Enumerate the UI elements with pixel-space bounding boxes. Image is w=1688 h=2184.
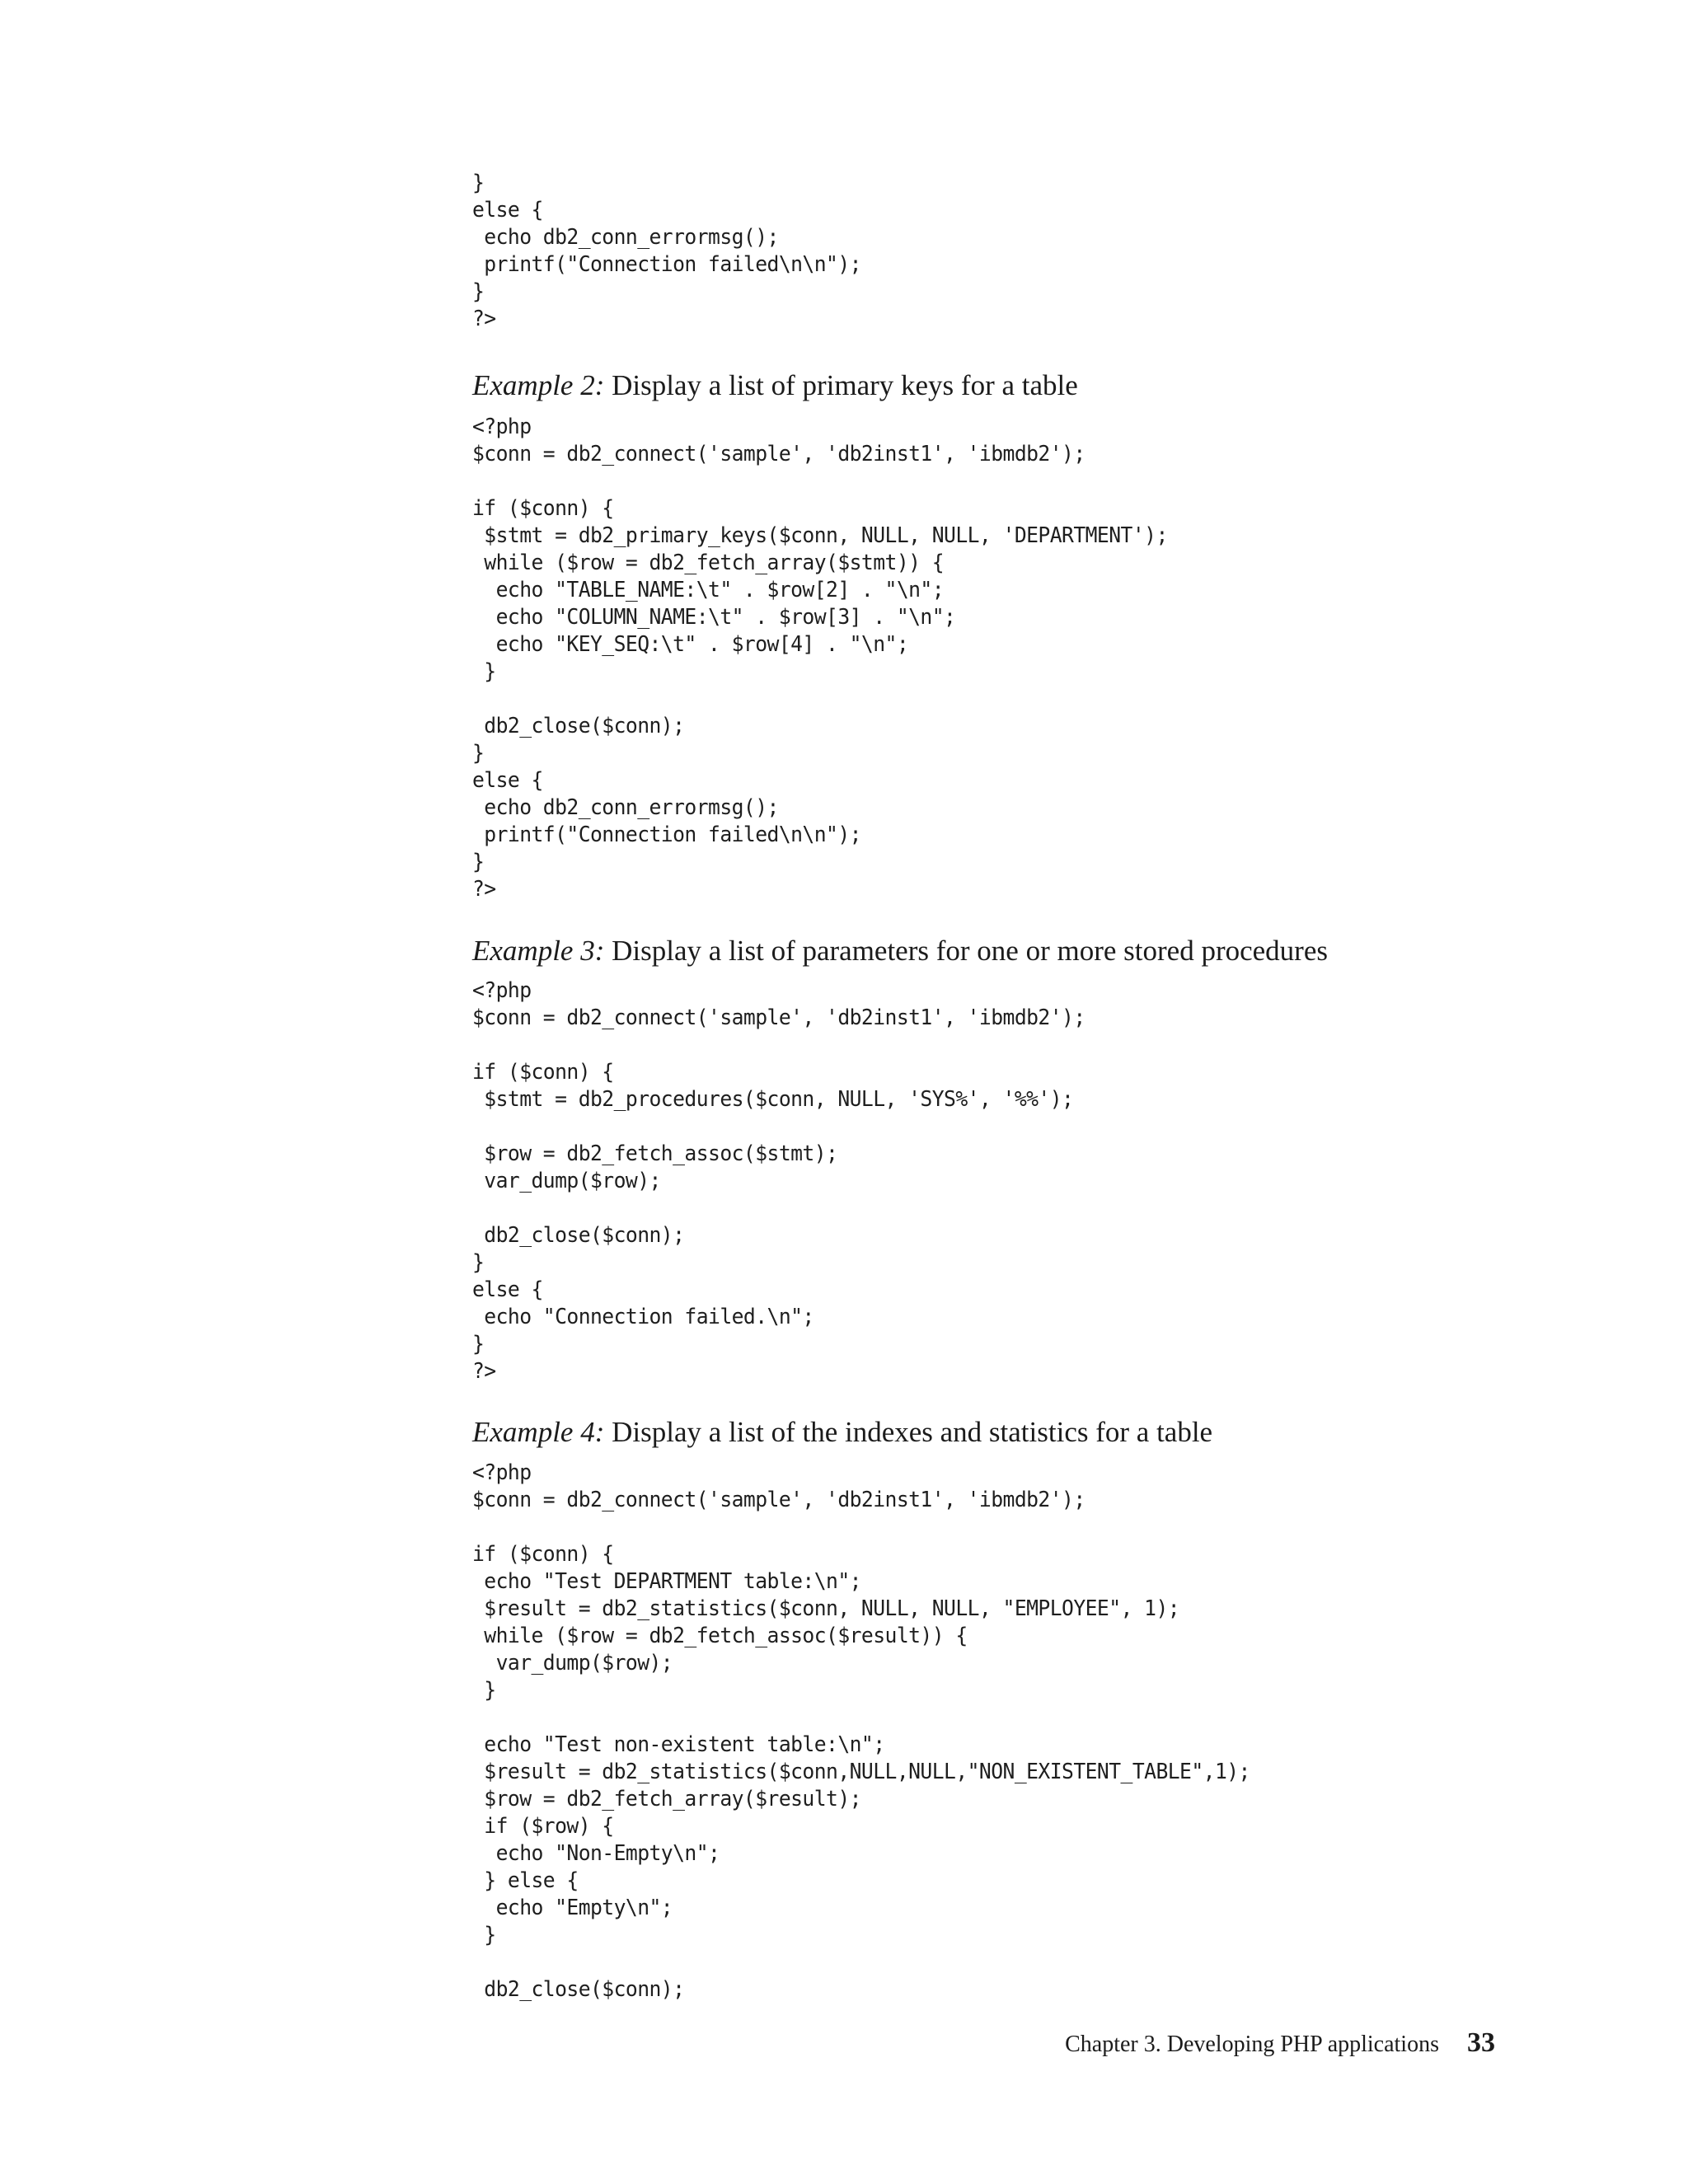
example-3-heading [472,935,1328,968]
example-4-title: Display a list of the indexes and statistics for a table [604,1416,1213,1448]
code-block-example-2: <?php $conn = db2_connect('sample', 'db2inst1', 'ibmdb2'); if ($conn) { $stmt = db2_primary_keys($conn, NULL, NULL, 'DEPARTMENT'); while ($row = db2_fetch_array($stmt)) { echo "TABLE_NAME:\t" . $row[2] . "\n"; echo "COLUMN_NAME:\t" . $row[3] . "\n"; echo "KEY_SEQ:\t" . $row[4] . "\n"; } db2_close($conn); } else { echo db2_conn_errormsg(); printf("Connection failed\n\n"); } ?> [472,415,1168,902]
example-4-label: Example 4: [472,1416,605,1448]
page-footer [1065,2027,1495,2059]
page-number: 33 [1467,2027,1495,2058]
code-block-example-3: <?php $conn = db2_connect('sample', 'db2inst1', 'ibmdb2'); if ($conn) { $stmt = db2_procedures($conn, NULL, 'SYS%', '%%'); $row = db2_fetch_assoc($stmt); var_dump($row); db2_close($conn); } else { echo "Connection failed.\n"; } ?> [472,978,1085,1384]
example-2-title: Display a list of primary keys for a table [604,369,1078,401]
code-block-example-4: <?php $conn = db2_connect('sample', 'db2inst1', 'ibmdb2'); if ($conn) { echo "Test DEPARTMENT table:\n"; $result = db2_statistics($conn, NULL, NULL, "EMPLOYEE", 1); while ($row = db2_fetch_assoc($result)) { var_dump($row); } echo "Test non-existent table:\n"; $result = db2_statistics($conn,NULL,NULL,"NON_EXISTENT_TABLE",1); $row = db2_fetch_array($result); if ($row) { echo "Non-Empty\n"; } else { echo "Empty\n"; } db2_close($conn); [472,1460,1250,2002]
example-4-heading [472,1416,1212,1449]
example-3-title: Display a list of parameters for one or more stored procedures [604,935,1328,967]
code-block-continuation: } else { echo db2_conn_errormsg(); printf("Connection failed\n\n"); } ?> [472,171,861,331]
example-2-heading [472,369,1078,402]
footer-chapter-title: Chapter 3. Developing PHP applications [1065,2032,1439,2057]
example-3-label: Example 3: [472,935,605,967]
example-2-label: Example 2: [472,369,605,401]
